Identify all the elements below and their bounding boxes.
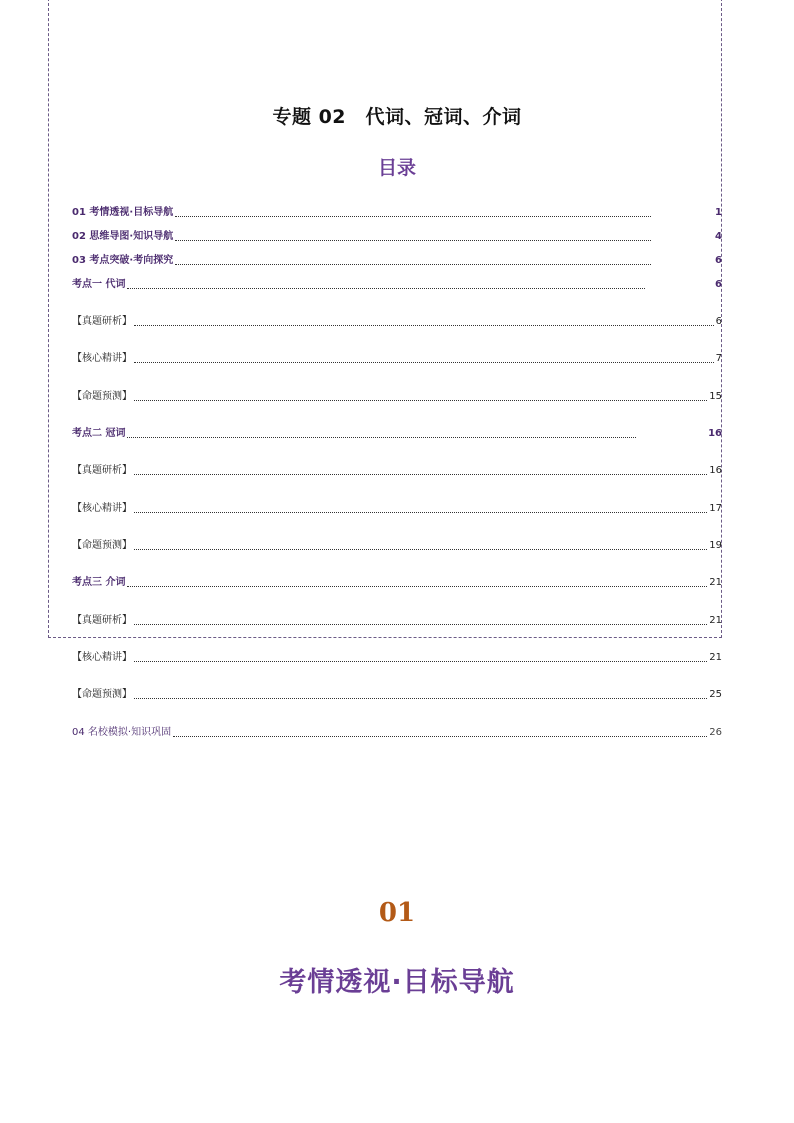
toc-leader [175,215,651,217]
toc-entry-label: 【核心精讲】 [72,353,132,364]
toc-entry-page: 26 [709,727,722,738]
toc-leader [134,473,707,475]
toc-entry-page: 16 [708,428,722,439]
toc-leader [127,436,636,438]
toc-entry-page: 21 [709,577,722,588]
toc-entry-page: 4 [715,231,722,242]
toc-entry[interactable] [72,206,722,219]
toc-entry-label: 【真题研析】 [72,316,132,327]
toc-leader [134,548,707,550]
toc-entry-page: 6 [715,255,722,266]
toc-entry-label: 01 考情透视·目标导航 [72,207,174,218]
toc-entry[interactable] [72,576,722,589]
toc-entry-page: 6 [715,316,722,327]
toc-leader [134,660,707,662]
toc-leader [127,585,707,587]
toc-entry-page: 19 [709,540,722,551]
toc-entry-label: 【真题研析】 [72,465,132,476]
toc-entry-label: 【命题预测】 [72,391,132,402]
toc-entry-page: 7 [715,353,722,364]
toc-entry[interactable] [72,254,722,267]
toc-entry[interactable] [72,614,722,627]
toc-entry-label: 考点二 冠词 [72,428,126,439]
toc-entry[interactable] [72,539,722,552]
toc-entry-page: 15 [709,391,722,402]
toc-leader [134,511,707,513]
toc-entry-page: 16 [709,465,722,476]
toc-leader [175,239,651,241]
document-title: 专题 02 代词、冠词、介词 [272,106,522,128]
toc-entry[interactable] [72,278,722,291]
toc-entry[interactable] [72,726,722,739]
section-title: 考情透视·目标导航 [279,967,515,998]
toc-heading: 目录 [377,157,416,179]
toc-entry[interactable] [72,651,722,664]
toc-entry[interactable] [72,230,722,243]
toc-entry-label: 02 思维导图·知识导航 [72,231,174,242]
toc-leader [127,287,645,289]
toc-entry[interactable] [72,688,722,701]
toc-leader [175,263,651,265]
toc-leader [134,623,707,625]
toc-entry-label: 考点一 代词 [72,279,126,290]
toc-entry[interactable] [72,502,722,515]
toc-entry-page: 17 [709,503,722,514]
toc-entry[interactable] [72,390,722,403]
toc-entry-label: 03 考点突破·考向探究 [72,255,174,266]
toc-entry-label: 【核心精讲】 [72,652,132,663]
toc-leader [134,324,714,326]
toc-entry-label: 考点三 介词 [72,577,126,588]
toc-entry-page: 21 [709,652,722,663]
toc-entry-page: 6 [715,279,722,290]
toc-entry[interactable] [72,464,722,477]
toc-entry-label: 【命题预测】 [72,540,132,551]
toc-leader [134,697,707,699]
toc-entry-page: 1 [715,207,722,218]
toc-entry-label: 【核心精讲】 [72,503,132,514]
section-number: 01 [378,898,416,928]
toc-leader [173,735,707,737]
toc-entry[interactable] [72,427,722,440]
toc-entry-page: 21 [709,615,722,626]
toc-entry-label: 【真题研析】 [72,615,132,626]
toc-entry[interactable] [72,352,722,365]
toc-leader [134,361,714,363]
toc-entry-label: 【命题预测】 [72,689,132,700]
toc-entry-label: 04 名校模拟·知识巩固 [72,727,172,738]
toc-leader [134,399,707,401]
toc-entry-page: 25 [709,689,722,700]
toc-entry[interactable] [72,315,722,328]
